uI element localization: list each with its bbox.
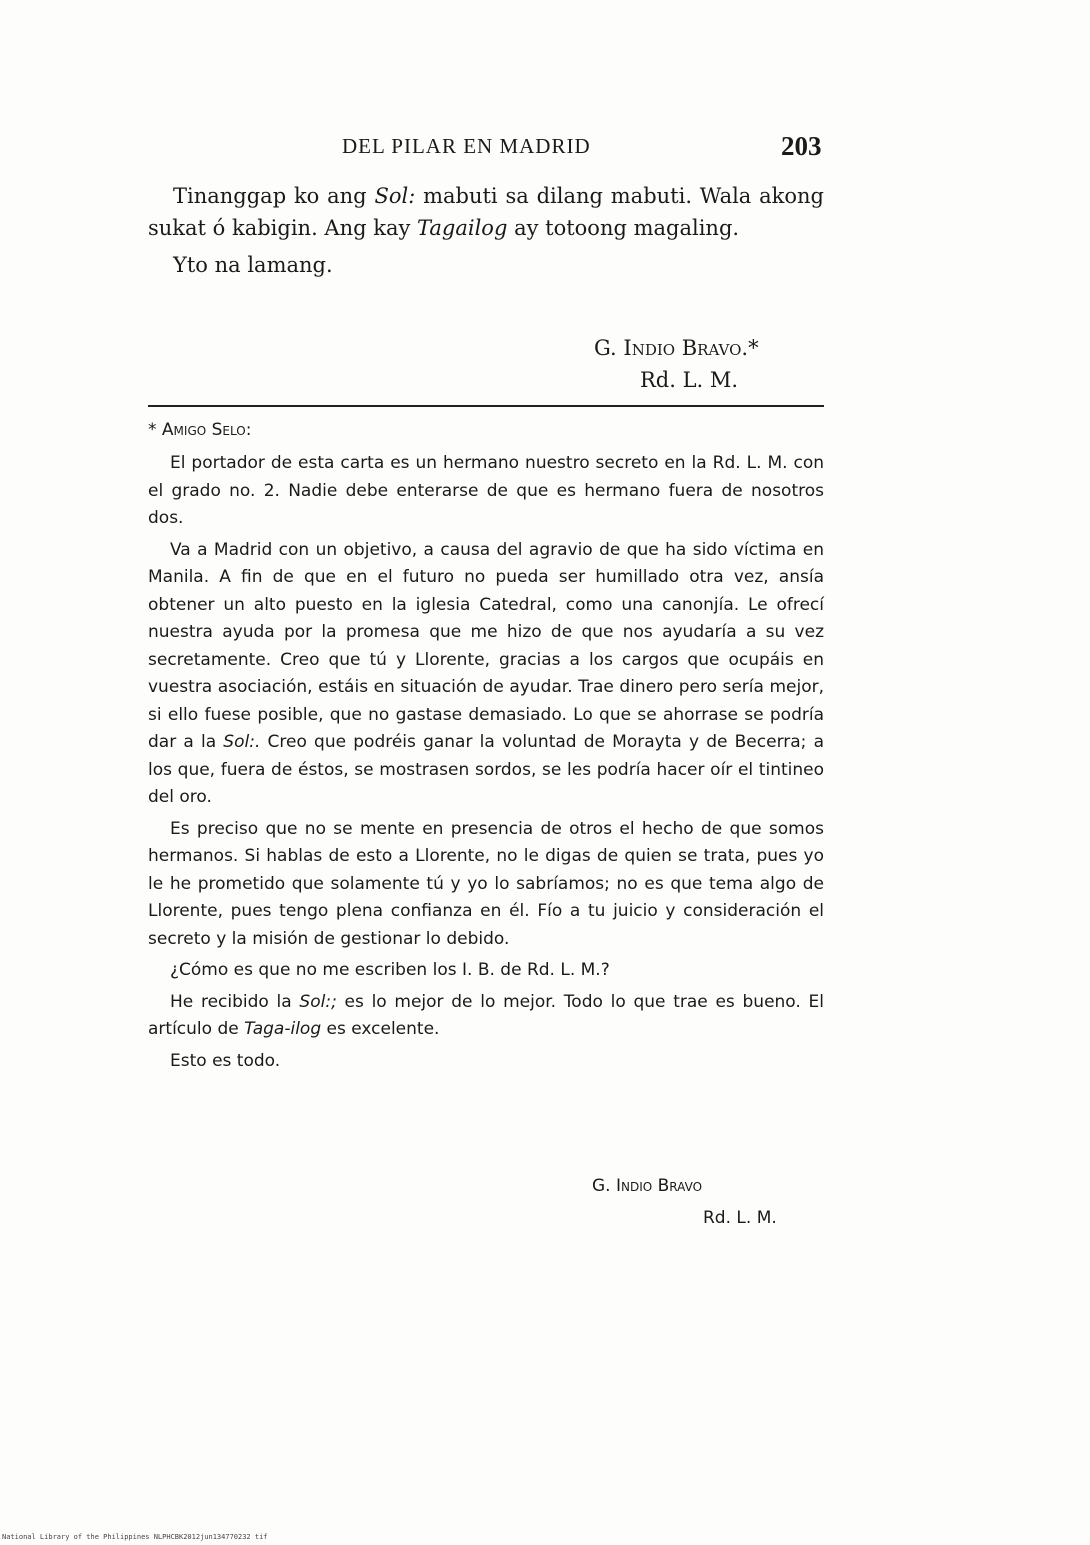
footnote-paragraph: Esto es todo. xyxy=(170,1050,281,1071)
footnote-signature-lodge: Rd. L. M. xyxy=(703,1208,777,1228)
footnote-paragraph: El portador de esta carta es un hermano nuestro secreto en la Rd. L. M. con el grado no. 2. Nadie debe enterarse de que es hermano fuera de nosotros dos. xyxy=(148,453,824,528)
footnote-salutation: * Amigo Selo: xyxy=(148,420,252,440)
letter-body xyxy=(148,180,824,281)
page-number: 203 xyxy=(781,131,822,161)
running-title: DEL PILAR EN MADRID xyxy=(342,134,591,158)
letter-paragraph: Yto na lamang. xyxy=(173,253,333,277)
footnote-paragraph: He recibido la Sol:; es lo mejor de lo mejor. Todo lo que trae es bueno. El artículo de Taga-ilog es excelente. xyxy=(148,991,824,1039)
letter-signature-lodge: Rd. L. M. xyxy=(640,368,739,392)
footnote-paragraph: Va a Madrid con un objetivo, a causa del agravio de que ha sido víctima en Manila. A fin de que en el futuro no pueda ser humillado otra vez, ansía obtener un alto puesto en la iglesia Catedral, como una canonjía. Le ofrecí nuestra ayuda por la promesa que me hizo de que nos ayudaría a su vez secretamente. Creo que tú y Llorente, gracias a los cargos que ocupáis en vuestra asociación, estáis en situación de ayudar. Trae dinero pero sería mejor, si ello fuese posible, que no gastase demasiado. Lo que se ahorrase se podría dar a la Sol:. Creo que podréis ganar la voluntad de Morayta y de Becerra; a los que, fuera de éstos, se mostrasen sordos, se les podría hacer oír el tintineo del oro. xyxy=(148,539,824,807)
letter-signature-name: G. Indio Bravo.* xyxy=(594,336,759,360)
footnote-divider xyxy=(148,405,824,407)
footnote-paragraph: ¿Cómo es que no me escriben los I. B. de Rd. L. M.? xyxy=(170,960,610,980)
footnote-paragraph: Es preciso que no se mente en presencia de otros el hecho de que somos hermanos. Si hablas de esto a Llorente, no le digas de quien se trata, pues yo le he prometido que solamente tú y yo lo sabríamos; no es que tema algo de Llorente, pues tengo plena confianza en él. Fío a tu juicio y consideración el secreto y la misión de gestionar lo debido. xyxy=(148,818,824,949)
letter-paragraph: Tinanggap ko ang Sol: mabuti sa dilang mabuti. Wala akong sukat ó kabigin. Ang kay Tagailog ay totoong magaling. xyxy=(148,184,824,240)
scan-footer: National Library of the Philippines NLPHCBK2012jun134770232 tif xyxy=(2,1533,268,1541)
footnote-signature-name: G. Indio Bravo xyxy=(592,1176,703,1196)
footnote-body xyxy=(148,450,824,1079)
